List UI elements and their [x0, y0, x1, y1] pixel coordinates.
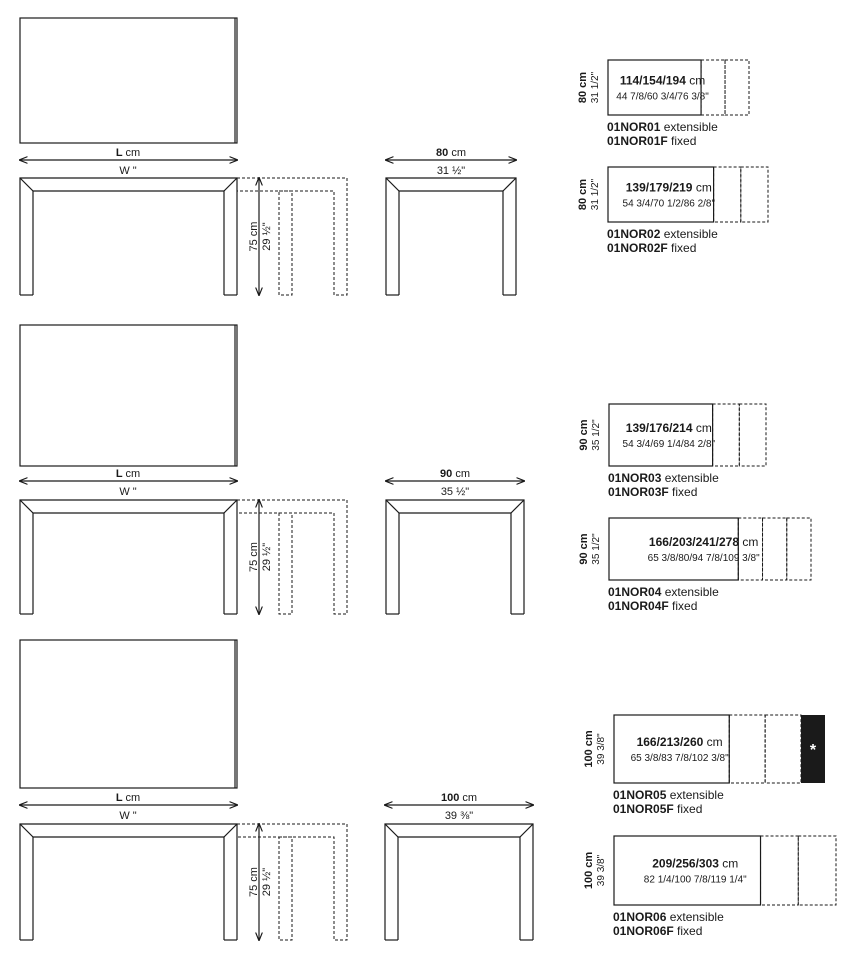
side-miter-right	[511, 500, 524, 513]
length-label-unit: cm	[125, 147, 141, 159]
front-miter-left	[20, 500, 33, 513]
sizes-cm-values: 139/176/214	[625, 421, 696, 435]
front-view-outline	[20, 500, 237, 614]
side-view-inner	[398, 837, 520, 940]
sizes-cm-unit: cm	[742, 535, 759, 549]
sizes-in: 54 3/4/69 1/4/84 2/8"	[622, 439, 716, 450]
front-miter-right	[224, 178, 237, 191]
extension-leaf	[729, 715, 765, 783]
side-miter-right	[503, 178, 516, 191]
model-depth-cm: 80 cm	[577, 178, 589, 211]
extension-leg-dashed	[279, 513, 292, 614]
table-top-view	[20, 325, 237, 466]
model-code-fixed: 01NOR06F	[613, 924, 678, 938]
extensible-label: extensible	[663, 227, 718, 241]
depth-label	[441, 792, 477, 804]
sizes-in: 54 3/4/70 1/2/86 2/8"	[622, 198, 716, 210]
sizes-cm	[626, 181, 712, 195]
sizes-cm-unit: cm	[689, 73, 706, 88]
sizes-cm	[626, 421, 712, 435]
sizes-cm-values: 139/179/219	[625, 180, 696, 195]
section-2	[20, 325, 811, 614]
sizes-in: 65 3/8/83 7/8/102 3/8"	[630, 753, 729, 764]
sizes-cm	[649, 535, 758, 549]
front-view-inner	[33, 191, 224, 295]
code-fixed	[613, 802, 702, 816]
width-label: W "	[119, 165, 137, 177]
model-depth-cm: 80 cm	[577, 71, 589, 104]
table-plan-base	[608, 167, 714, 222]
model-depth-cm: 100 cm	[583, 730, 595, 768]
model-depth-in: 31 1/2"	[590, 178, 601, 211]
model-depth-cm: 100 cm	[583, 851, 595, 890]
model-01NOR05	[583, 715, 825, 816]
model-depth-in: 39 3/8"	[596, 733, 607, 765]
model-01NOR02	[577, 167, 768, 255]
depth-unit: cm	[451, 147, 466, 159]
depth-in: 39 ⅜"	[444, 810, 474, 822]
fixed-label: fixed	[672, 485, 698, 499]
extension-leaf	[713, 404, 740, 466]
length-label-bold: L	[115, 147, 126, 159]
sizes-cm-values: 114/154/194	[619, 73, 690, 88]
side-view-inner	[399, 513, 511, 614]
sizes-in: 82 1/4/100 7/8/119 1/4"	[643, 874, 747, 886]
table-top-view	[20, 18, 237, 143]
extension-leg-dashed	[279, 191, 292, 295]
code-fixed	[607, 134, 696, 148]
fixed-label: fixed	[671, 241, 697, 255]
front-miter-right	[224, 500, 237, 513]
extension-leaf	[714, 167, 741, 222]
extension-leaf	[763, 518, 787, 580]
side-miter-left	[386, 178, 399, 191]
front-view-outline	[20, 824, 237, 940]
side-view-outline	[386, 500, 524, 614]
model-depth-in: 35 1/2"	[591, 419, 602, 451]
front-view-inner	[33, 837, 224, 940]
length-label	[116, 468, 140, 480]
extension-leaf	[787, 518, 811, 580]
model-depth-in: 31 1/2"	[590, 71, 601, 104]
table-plan-base	[614, 836, 761, 905]
code-extensible	[607, 120, 718, 134]
height-in: 29 ½"	[261, 542, 273, 572]
fixed-label: fixed	[677, 802, 703, 816]
side-view-outline	[386, 178, 516, 295]
front-miter-right	[224, 824, 237, 837]
fixed-label: fixed	[671, 134, 697, 148]
length-label-unit: cm	[125, 792, 141, 804]
code-extensible	[608, 585, 719, 599]
height-cm: 75 cm	[248, 221, 260, 252]
table-plan-base	[609, 518, 738, 580]
depth-label	[440, 468, 470, 480]
sizes-cm	[620, 74, 705, 88]
extension-leaf	[739, 404, 766, 466]
length-label-bold: L	[115, 468, 126, 480]
side-miter-left	[386, 500, 399, 513]
extension-leaf	[798, 836, 836, 905]
length-label-unit: cm	[125, 468, 141, 480]
height-cm: 75 cm	[248, 867, 260, 897]
sizes-cm-values: 209/256/303	[652, 856, 723, 871]
model-01NOR01	[577, 60, 749, 148]
extension-leaf	[701, 60, 725, 115]
side-miter-left	[385, 824, 398, 837]
side-miter-right	[520, 824, 533, 837]
sizes-in: 44 7/8/60 3/4/76 3/8"	[616, 91, 709, 103]
extensible-label: extensible	[669, 788, 724, 802]
extension-leaf	[725, 60, 749, 115]
depth-unit: cm	[462, 792, 478, 804]
table-plan-base	[609, 404, 713, 466]
depth-in: 31 ½"	[436, 165, 466, 177]
extension-leaf	[741, 167, 768, 222]
height-in: 29 ½"	[261, 867, 273, 897]
front-view-outline	[20, 178, 237, 295]
marker-asterisk: *	[809, 742, 817, 759]
extension-leaf	[761, 836, 799, 905]
length-label	[116, 147, 140, 159]
code-fixed	[607, 241, 696, 255]
extension-leaf	[738, 518, 762, 580]
front-miter-left	[20, 178, 33, 191]
model-code: 01NOR02	[607, 227, 664, 241]
length-label-bold: L	[115, 792, 126, 804]
model-code: 01NOR04	[608, 585, 665, 599]
extensible-label: extensible	[664, 471, 719, 485]
model-01NOR03	[578, 404, 766, 499]
depth-value: 80	[436, 147, 452, 159]
sizes-cm-unit: cm	[695, 421, 712, 435]
side-view-inner	[399, 191, 503, 295]
section-1	[20, 18, 768, 295]
depth-value: 100	[440, 792, 463, 804]
extension-leaf	[765, 715, 801, 783]
code-extensible	[608, 471, 719, 485]
front-miter-left	[20, 824, 33, 837]
fixed-label: fixed	[672, 599, 698, 613]
model-code-fixed: 01NOR03F	[608, 485, 673, 499]
model-code-fixed: 01NOR01F	[607, 134, 672, 148]
depth-value: 90	[440, 468, 456, 480]
model-code: 01NOR05	[613, 788, 670, 802]
model-depth-in: 35 1/2"	[591, 533, 602, 565]
side-view-outline	[385, 824, 533, 940]
code-fixed	[608, 485, 697, 499]
section-3	[20, 640, 836, 940]
sizes-in: 65 3/8/80/94 7/8/109 3/8"	[647, 553, 760, 564]
sizes-cm	[637, 735, 723, 749]
height-cm: 75 cm	[248, 542, 260, 572]
sizes-cm-values: 166/203/241/278	[648, 535, 743, 549]
code-fixed	[608, 599, 697, 613]
code-fixed	[613, 924, 702, 938]
sizes-cm-unit: cm	[722, 856, 739, 871]
sizes-cm-values: 166/213/260	[636, 735, 707, 749]
width-label: W "	[119, 810, 137, 822]
code-extensible	[607, 227, 718, 241]
model-code: 01NOR03	[608, 471, 665, 485]
height-in: 29 ½"	[261, 222, 273, 251]
model-code: 01NOR01	[607, 120, 664, 134]
sizes-cm	[652, 857, 738, 871]
model-depth-cm: 90 cm	[578, 419, 590, 451]
fixed-label: fixed	[677, 924, 703, 938]
model-01NOR04	[578, 518, 811, 613]
model-code-fixed: 01NOR05F	[613, 802, 678, 816]
sizes-cm-unit: cm	[706, 735, 723, 749]
code-extensible	[613, 788, 724, 802]
front-view-inner	[33, 513, 224, 614]
width-label: W "	[119, 486, 137, 498]
model-depth-in: 39 3/8"	[596, 854, 607, 887]
model-code-fixed: 01NOR02F	[607, 241, 672, 255]
extensible-label: extensible	[663, 120, 718, 134]
extensible-label: extensible	[669, 910, 724, 924]
depth-unit: cm	[455, 468, 470, 480]
table-plan-base	[614, 715, 729, 783]
model-01NOR06	[583, 836, 836, 938]
model-depth-cm: 90 cm	[578, 533, 590, 565]
depth-in: 35 ½"	[440, 486, 470, 498]
table-plan-base	[608, 60, 701, 115]
table-top-view	[20, 640, 237, 788]
length-label	[116, 792, 140, 804]
depth-label	[436, 147, 466, 159]
model-code-fixed: 01NOR04F	[608, 599, 673, 613]
sizes-cm-unit: cm	[695, 180, 712, 195]
extension-leg-dashed	[279, 837, 292, 940]
extensible-label: extensible	[664, 585, 719, 599]
model-code: 01NOR06	[613, 910, 670, 924]
code-extensible	[613, 910, 724, 924]
